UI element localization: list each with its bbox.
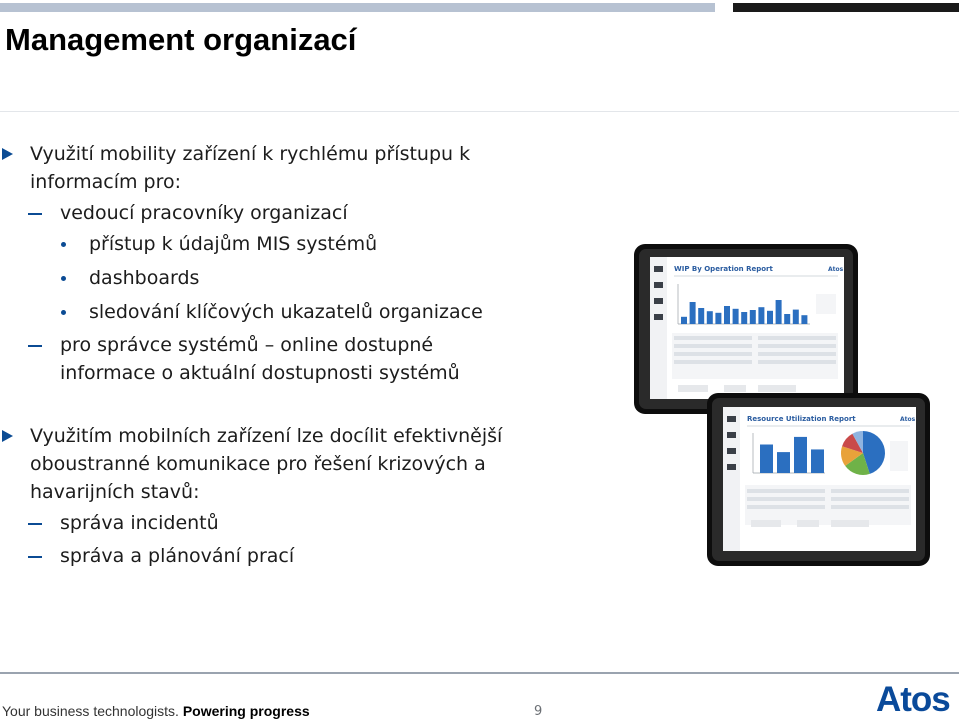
t1bars-bar-14 <box>801 315 807 324</box>
tablet-wip-report-image <box>634 244 858 414</box>
title-divider <box>0 111 959 112</box>
bullet-2-line-3: havarijních stavů: <box>30 481 200 503</box>
tablet-resource-report-image <box>707 393 930 566</box>
dot-bullet-icon <box>61 242 66 247</box>
top-bar-light <box>0 3 715 12</box>
dash-bullet-icon <box>28 523 42 525</box>
dash-bullet-icon <box>28 213 42 215</box>
t1bars-bar-3 <box>707 311 713 324</box>
t1bars-bar-5 <box>724 306 730 324</box>
dot-bullet-icon <box>61 310 66 315</box>
atos-logo: Atos <box>876 680 950 719</box>
tagline-regular: Your business technologists. <box>2 703 179 719</box>
footer-divider <box>0 672 959 674</box>
bullet-1-line-1: Využití mobility zařízení k rychlému přístupu k <box>30 143 471 165</box>
slide-title: Management organizací <box>5 22 357 57</box>
footer-tagline <box>2 703 310 719</box>
dash-bullet-icon <box>28 556 42 558</box>
tablet2-brand: Atos <box>900 416 916 423</box>
sub-sub-bullet-1: přístup k údajům MIS systémů <box>89 233 378 255</box>
tablet2-report-title: Resource Utilization Report <box>747 415 856 423</box>
dot-bullet-icon <box>61 276 66 281</box>
bullet-2-line-2: oboustranné komunikace pro řešení krizových a <box>30 453 486 475</box>
sub-bullet-managers: vedoucí pracovníky organizací <box>60 202 348 224</box>
t2bars-bar-2 <box>794 437 807 473</box>
tablet1-brand: Atos <box>828 266 844 273</box>
t1bars-bar-7 <box>741 312 747 324</box>
t1bars-bar-0 <box>681 317 687 324</box>
sub-bullet-admins-line-2: informace o aktuální dostupnosti systémů <box>60 362 460 384</box>
bullet-arrow-icon <box>2 148 13 160</box>
tablet1-report-title: WIP By Operation Report <box>674 265 773 273</box>
sub-sub-bullet-3: sledování klíčových ukazatelů organizace <box>89 301 483 323</box>
t1bars-bar-6 <box>733 309 739 324</box>
top-bar-dark <box>733 3 959 12</box>
bullet-2-line-1: Využitím mobilních zařízení lze docílit efektivnější <box>30 425 503 447</box>
page-number: 9 <box>534 704 543 719</box>
bullet-arrow-icon <box>2 430 13 442</box>
t2bars-bar-3 <box>811 449 824 473</box>
sub-bullet-planning: správa a plánování prací <box>60 545 295 567</box>
tagline-bold: Powering progress <box>182 703 310 719</box>
t1bars-bar-1 <box>690 302 696 324</box>
t1bars-bar-12 <box>784 314 790 324</box>
t1bars-bar-8 <box>750 310 756 324</box>
bullet-1-line-2: informacím pro: <box>30 171 182 193</box>
sub-sub-bullet-2: dashboards <box>89 267 200 289</box>
t1bars-bar-13 <box>793 310 799 324</box>
t1bars-bar-9 <box>758 307 764 324</box>
t1bars-bar-10 <box>767 311 773 324</box>
sub-bullet-admins-line-1: pro správce systémů – online dostupné <box>60 334 434 356</box>
dash-bullet-icon <box>28 345 42 347</box>
t2bars-bar-1 <box>777 452 790 473</box>
t2bars-bar-0 <box>760 445 773 474</box>
sub-bullet-incidents: správa incidentů <box>60 512 219 534</box>
tablet2-pie-chart <box>841 431 885 475</box>
t1bars-bar-11 <box>776 300 782 324</box>
t1bars-bar-4 <box>715 313 721 324</box>
t1bars-bar-2 <box>698 308 704 324</box>
